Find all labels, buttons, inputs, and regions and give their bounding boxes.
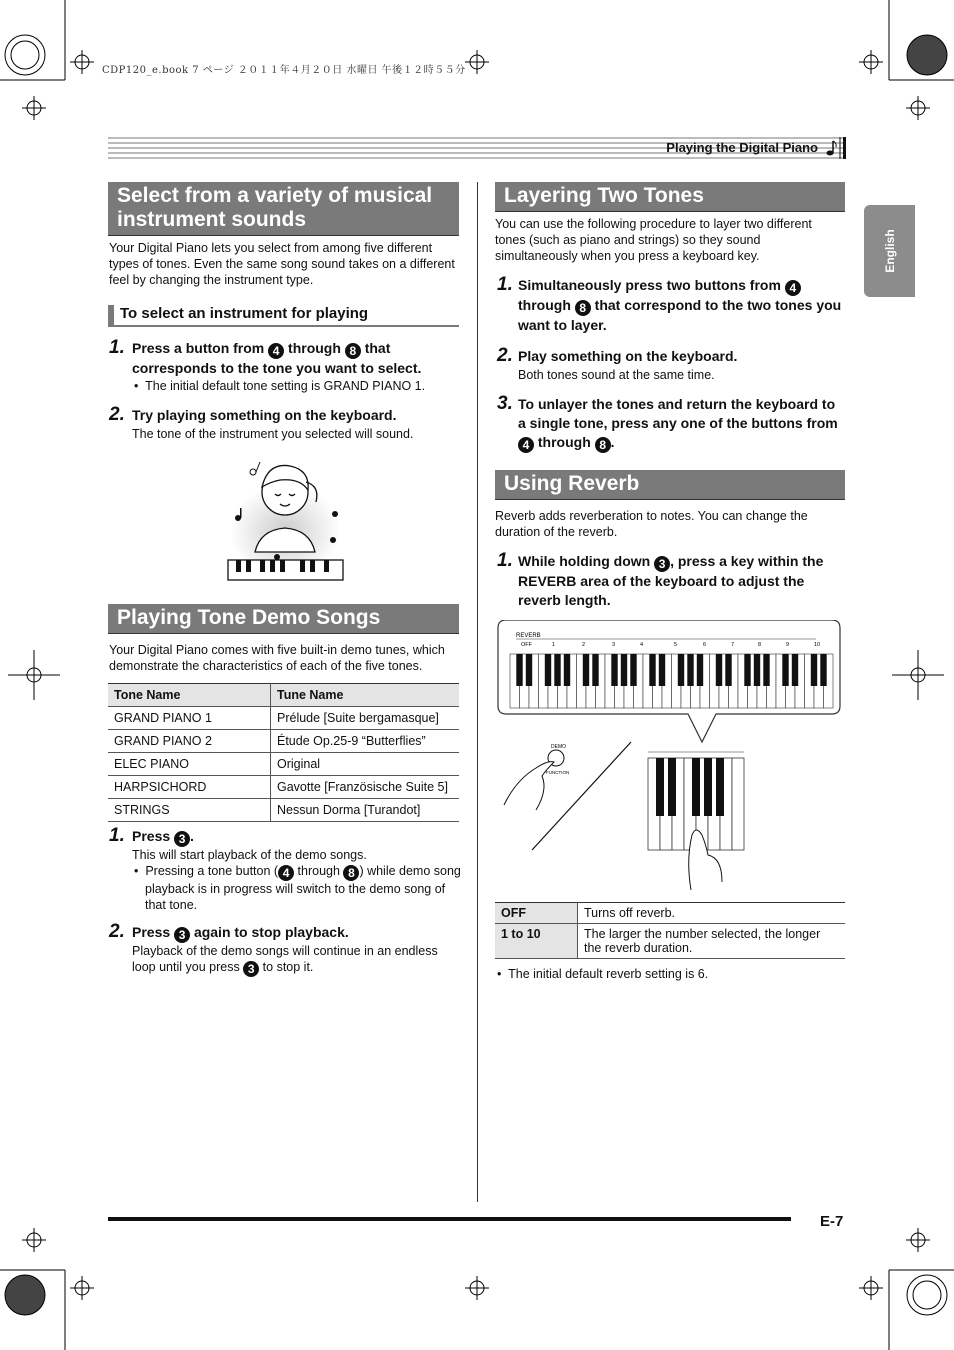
table-row [495, 903, 845, 924]
reverb-number-label: 8 [758, 642, 762, 648]
black-key [611, 654, 617, 686]
bullet-text: The initial default reverb setting is 6. [508, 967, 709, 981]
step-text: , press a key within the REVERB area of the keyboard to adjust the reverb length. [518, 553, 824, 608]
section-title-demo-songs: Playing Tone Demo Songs [108, 604, 459, 634]
step-number: 1. [109, 825, 125, 846]
reverb-number-label: 2 [582, 642, 586, 648]
table-cell: Nessun Dorma [Turandot] [271, 799, 460, 822]
language-tab-label: English [882, 229, 897, 273]
reverb-number-label: 6 [703, 642, 707, 648]
table-cell: GRAND PIANO 2 [108, 730, 271, 753]
section-title-select-sounds: Select from a variety of musical instrument sounds [108, 182, 459, 236]
bullet-text: through [297, 864, 340, 878]
button-8-icon: 8 [575, 300, 591, 316]
step-note-text: Playback of the demo songs will continue in an endless loop until you press [132, 944, 438, 974]
step-note: This will start playback of the demo songs. [132, 848, 367, 862]
button-3-icon: 3 [654, 556, 670, 572]
black-key [704, 758, 712, 816]
reverb-table [495, 902, 845, 959]
step-unlayer: To unlayer the tones and return the keyboard to a single tone, press any one of the buttons from 4 through 8 . [518, 396, 838, 452]
table-header-cell: Tone Name [108, 684, 271, 707]
subheading-select-instrument: To select an instrument for playing [108, 305, 459, 327]
black-key [659, 654, 665, 686]
table-header-cell: Tune Name [271, 684, 460, 707]
black-key [678, 654, 684, 686]
table-cell: The larger the number selected, the longer the reverb duration. [578, 924, 846, 959]
reverb-off-label: OFF [521, 642, 532, 648]
step-text: To unlayer the tones and return the keyboard to a single tone, press any one of the buttons from [518, 396, 838, 431]
black-key [754, 654, 760, 686]
black-key [583, 654, 589, 686]
button-3-icon: 3 [174, 831, 190, 847]
button-4-icon: 4 [268, 343, 284, 359]
file-slug: CDP120_e.book 7 ページ ２０１１年４月２０日 水曜日 午後１２時５５分 [102, 65, 466, 76]
black-key [516, 654, 522, 686]
button-4-icon: 4 [278, 865, 294, 881]
bullet-note: • The initial default reverb setting is 6. [497, 967, 709, 981]
girl-playing-piano-illustration [220, 452, 350, 584]
black-key [621, 654, 627, 686]
button-3-icon: 3 [174, 927, 190, 943]
step-stop-demo [132, 923, 452, 943]
step-note-text: to stop it. [262, 960, 314, 974]
black-key [744, 654, 750, 686]
black-key [656, 758, 664, 816]
table-header-row [108, 684, 459, 707]
step-note: Both tones sound at the same time. [518, 368, 715, 382]
black-key [716, 758, 724, 816]
reverb-number-label: 3 [612, 642, 616, 648]
step-number: 1. [109, 337, 125, 358]
step-number: 3. [497, 393, 513, 414]
black-key [716, 654, 722, 686]
reverb-keyboard-diagram [496, 620, 842, 890]
step-note: The tone of the instrument you selected will sound. [132, 427, 414, 441]
footer-rule [108, 1217, 791, 1221]
black-key [692, 758, 700, 816]
function-button-label: FUNCTION [546, 770, 570, 775]
black-key [725, 654, 731, 686]
step-text: Press a button from [132, 340, 265, 356]
white-key [732, 758, 744, 850]
step-text: Press [132, 924, 171, 940]
section-intro-demo-songs: Your Digital Piano comes with five built-in demo tunes, which demonstrate the characteristics of each of the five tones. [109, 643, 445, 673]
black-key [668, 758, 676, 816]
black-key [687, 654, 693, 686]
step-layer-buttons [518, 276, 843, 335]
bullet-text: Pressing a tone button ( [145, 864, 279, 878]
table-cell: HARPSICHORD [108, 776, 271, 799]
black-key [820, 654, 826, 686]
table-cell: Prélude [Suite bergamasque] [271, 707, 460, 730]
bullet-note: • The initial default tone setting is GRAND PIANO 1. [134, 379, 426, 393]
black-key [811, 654, 817, 686]
demo-button-label: DEMO [551, 744, 566, 750]
section-intro-select-sounds: Your Digital Piano lets you select from among five different types of tones. Even the same song sound takes on a different feel by changing the instrument type. [109, 241, 455, 287]
table-cell: 1 to 10 [495, 924, 578, 959]
black-key [545, 654, 551, 686]
language-tab [864, 205, 915, 297]
button-4-icon: 4 [785, 280, 801, 296]
button-8-icon: 8 [345, 343, 361, 359]
reverb-number-label: 9 [786, 642, 790, 648]
table-cell: Turns off reverb. [578, 903, 846, 924]
section-title-reverb: Using Reverb [495, 470, 845, 500]
step-text: through [518, 297, 571, 313]
table-cell: GRAND PIANO 1 [108, 707, 271, 730]
table-cell: Gavotte [Französische Suite 5] [271, 776, 460, 799]
step-select-tone [132, 339, 452, 378]
step-try-playing: Try playing something on the keyboard. [132, 407, 397, 423]
black-key [763, 654, 769, 686]
button-8-icon: 8 [343, 865, 359, 881]
reverb-number-label: 4 [640, 642, 644, 648]
black-key [792, 654, 798, 686]
step-number: 1. [497, 274, 513, 295]
table-row [108, 707, 459, 730]
black-key [564, 654, 570, 686]
section-title-layering: Layering Two Tones [495, 182, 845, 212]
step-text: that correspond to the two tones you want to layer. [518, 297, 842, 333]
step-text: again to stop playback. [193, 924, 349, 940]
reverb-number-label: 1 [552, 642, 556, 648]
step-number: 2. [497, 345, 513, 366]
section-intro-reverb: Reverb adds reverberation to notes. You can change the duration of the reverb. [495, 509, 808, 539]
table-cell: OFF [495, 903, 578, 924]
step-text: that corresponds to the tone you want to select. [132, 340, 422, 376]
step-number: 1. [497, 550, 513, 571]
table-cell: STRINGS [108, 799, 271, 822]
section-intro-layering: You can use the following procedure to layer two different tones (such as piano and strings) so they sound simultaneously when you press a keyboard key. [495, 217, 812, 263]
step-number: 2. [109, 921, 125, 942]
black-key [630, 654, 636, 686]
reverb-label: REVERB [516, 633, 541, 639]
step-play-keyboard: Play something on the keyboard. [518, 348, 738, 364]
music-note-icon [826, 139, 838, 157]
black-key [649, 654, 655, 686]
table-cell: Original [271, 753, 460, 776]
button-3-icon: 3 [243, 961, 259, 977]
table-cell: ELEC PIANO [108, 753, 271, 776]
step-text: While holding down [518, 553, 651, 569]
column-divider [477, 182, 478, 1202]
header-title: Playing the Digital Piano [666, 140, 818, 155]
black-key [526, 654, 532, 686]
bullet-note: • Pressing a tone button ( 4 through 8 ) while demo song playback is in progress will switch to the demo song of that tone. [134, 864, 461, 912]
step-adjust-reverb [518, 552, 843, 610]
table-row [108, 730, 459, 753]
button-8-icon: 8 [595, 437, 611, 453]
step-press-demo: Press 3 . [132, 828, 194, 846]
step-note [132, 943, 452, 977]
table-row [495, 924, 845, 959]
step-text: through [537, 434, 591, 450]
button-4-icon: 4 [518, 437, 534, 453]
table-row [108, 799, 459, 822]
demo-song-table [108, 683, 459, 822]
reverb-number-label: 7 [731, 642, 735, 648]
step-text: Simultaneously press two buttons from [518, 277, 781, 293]
step-text: through [288, 340, 341, 356]
black-key [782, 654, 788, 686]
step-number: 2. [109, 404, 125, 425]
bullet-text: The initial default tone setting is GRAND PIANO 1. [145, 379, 426, 393]
page-number: E-7 [820, 1213, 844, 1230]
bullet-text: ) while demo song playback is in progress will switch to the demo song of that tone. [145, 864, 461, 912]
table-row [108, 753, 459, 776]
reverb-number-label: 10 [814, 642, 821, 648]
black-key [697, 654, 703, 686]
reverb-number-label: 5 [674, 642, 678, 648]
table-row [108, 776, 459, 799]
black-key [592, 654, 598, 686]
step-text: Press [132, 828, 171, 844]
table-cell: Étude Op.25-9 “Butterflies” [271, 730, 460, 753]
black-key [554, 654, 560, 686]
